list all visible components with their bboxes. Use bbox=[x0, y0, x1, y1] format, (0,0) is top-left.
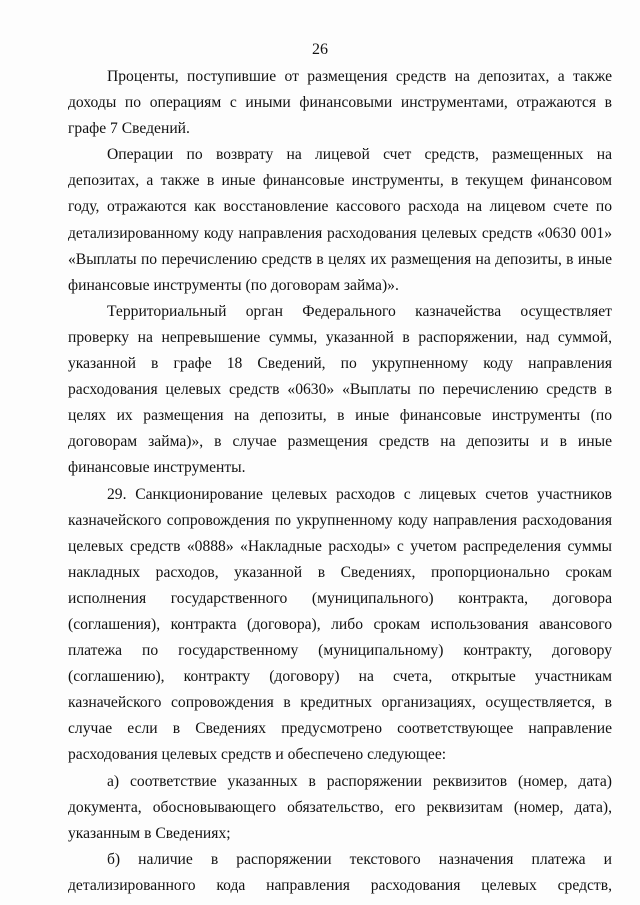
paragraph-item-a: а) соответствие указанных в распоряжении реквизитов (номер, дата) документа, обосновывающего обязательство, его реквизитам (номер, дата), указанным в Сведениях; bbox=[68, 772, 612, 842]
paragraph-clause-29: 29. Санкционирование целевых расходов с лицевых счетов участников казначейского сопровождения по укрупненному коду направления расходования целевых средств «0888» «Накладные расходы» с учетом распределения суммы накладных расходов, указанной в Сведениях, пропорционально срокам исполнения государственного (муниципального) контракта, договора (соглашения), контракта (договора), либо срокам использования авансового платежа по государственному (муниципальному) контракту, договору (соглашению), контракту (договору) на счета, открытые участникам казначейского сопровождения в кредитных организациях, осуществляется, в случае если в Сведениях предусмотрено соответствующее направление расходования целевых средств и обеспечено следующее: bbox=[68, 485, 612, 764]
paragraph-deposit-return: Операции по возврату на лицевой счет средств, размещенных на депозитах, а также в иные финансовые инструменты, в текущем финансовом году, отражаются как восстановление кассового расхода на лицевом счете по детализированному коду направления расходования целевых средств «0630 001» «Выплаты по перечислению средств в целях их размещения на депозиты, в иные финансовые инструменты (по договорам займа)». bbox=[68, 146, 612, 294]
page-number: 26 bbox=[312, 41, 328, 58]
paragraph-interest-income: Проценты, поступившие от размещения средств на депозитах, а также доходы по операциям с иными финансовыми инструментами, отражаются в графе 7 Сведений. bbox=[68, 68, 612, 138]
paragraph-treasury-check: Территориальный орган Федерального казначейства осуществляет проверку на непревышение суммы, указанной в распоряжении, над суммой, указанной в графе 18 Сведений, по укрупненному коду направления расходования целевых средств «0630» «Выплаты по перечислению средств в целях их размещения на депозиты, в иные финансовые инструменты (по договорам займа)», в случае размещения средств на депозиты и в иные финансовые инструменты. bbox=[68, 302, 612, 477]
document-body bbox=[68, 64, 612, 899]
paragraph-item-b: б) наличие в распоряжении текстового назначения платежа и детализированного кода направления расходования целевых средств, bbox=[68, 850, 612, 894]
